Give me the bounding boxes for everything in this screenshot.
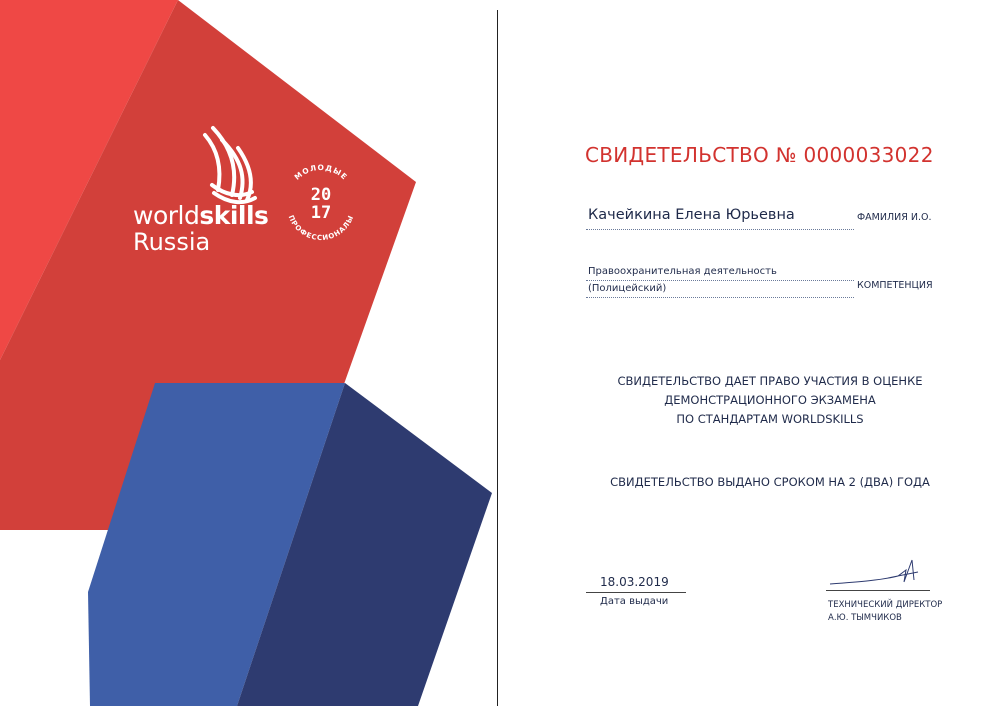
statement-line-3: ПО СТАНДАРТАМ WORLDSKILLS <box>676 412 864 426</box>
signer-title: ТЕХНИЧЕСКИЙ ДИРЕКТОР <box>828 600 943 610</box>
young-professionals-2017-badge <box>279 160 363 244</box>
issue-date-line <box>586 592 686 593</box>
signature-line <box>826 590 930 591</box>
director-signature <box>828 552 928 592</box>
logo-word-world: world <box>133 201 200 230</box>
svg-text:МОЛОДЫЕ <box>293 163 350 182</box>
holder-name: Качейкина Елена Юрьевна <box>588 207 795 223</box>
competence-line-1: Правоохранительная деятельность <box>588 266 777 277</box>
badge-bottom-text: ПРОФЕССИОНАЛЫ <box>286 213 356 243</box>
issue-date: 18.03.2019 <box>600 575 669 589</box>
competence-line-2: (Полицейский) <box>588 283 667 294</box>
badge-year-bottom: 17 <box>310 203 332 223</box>
competence-underline-1 <box>586 280 854 281</box>
signer-name: А.Ю. ТЫМЧИКОВ <box>828 613 902 623</box>
holder-name-underline <box>586 229 854 230</box>
badge-year-top: 20 <box>310 185 332 205</box>
worldskills-logo <box>133 203 268 254</box>
competence-label: КОМПЕТЕНЦИЯ <box>857 280 933 291</box>
certificate-title: СВИДЕТЕЛЬСТВО № 0000033022 <box>585 143 934 167</box>
logo-word-skills: skills <box>199 201 269 230</box>
validity-text: СВИДЕТЕЛЬСТВО ВЫДАНО СРОКОМ НА 2 (ДВА) ГОДА <box>610 475 930 489</box>
badge-top-text: МОЛОДЫЕ <box>292 162 350 182</box>
statement-line-1: СВИДЕТЕЛЬСТВО ДАЕТ ПРАВО УЧАСТИЯ В ОЦЕНКЕ <box>617 374 923 388</box>
issue-date-label: Дата выдачи <box>600 596 669 607</box>
vertical-divider <box>497 10 498 706</box>
logo-country: Russia <box>133 228 211 256</box>
holder-name-label: ФАМИЛИЯ И.О. <box>857 212 932 223</box>
competence-underline-2 <box>586 297 854 298</box>
statement-block <box>560 372 980 429</box>
statement-line-2: ДЕМОНСТРАЦИОННОГО ЭКЗАМЕНА <box>664 393 876 407</box>
